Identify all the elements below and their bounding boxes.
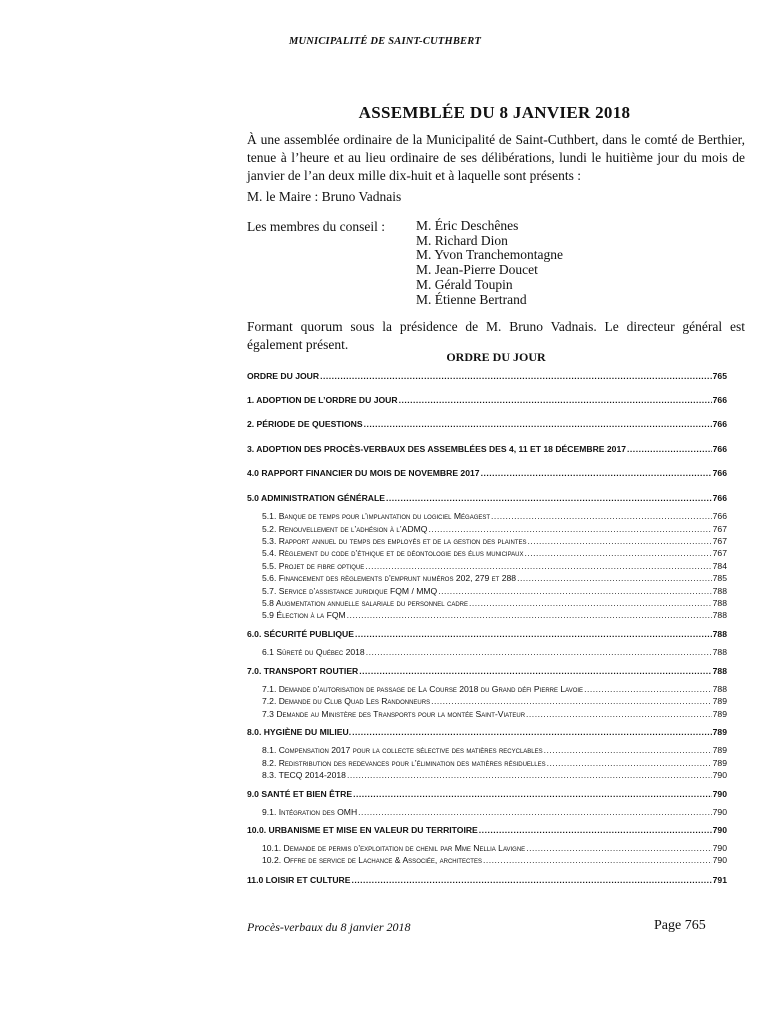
toc-subentry	[262, 709, 727, 719]
toc-entry	[247, 419, 727, 429]
document-header: MUNICIPALITÉ DE SAINT-CUTHBERT	[288, 36, 482, 47]
toc-entry-label: 5.8 Augmentation annuelle salariale du personnel cadre	[262, 598, 469, 608]
council-member: M. Richard Dion	[416, 232, 508, 248]
toc-subentry	[262, 573, 727, 583]
toc-entry-label: 5.7. Service d’assistance juridique FQM / MMQ	[262, 586, 438, 596]
toc-entry-label: 4.0 RAPPORT FINANCIER DU MOIS DE NOVEMBRE 2017	[247, 468, 480, 478]
footer-document-title: Procès-verbaux du 8 janvier 2018	[247, 920, 411, 934]
toc-entry	[247, 468, 727, 478]
toc-entry-page: 767	[712, 536, 727, 546]
council-member: M. Yvon Tranchemontagne	[416, 247, 564, 263]
toc-subentry	[262, 745, 727, 755]
toc-entry-label: 7.2. Demande du Club Quad Les Randonneurs	[262, 696, 431, 706]
toc-entry-page: 766	[712, 511, 727, 521]
toc-entry-label: 5.0 ADMINISTRATION GÉNÉRALE	[247, 493, 385, 503]
toc-subentry	[262, 598, 727, 608]
toc-entry	[247, 789, 727, 799]
toc-entry	[247, 493, 727, 503]
toc-entry-label: 1. ADOPTION DE L’ORDRE DU JOUR	[247, 395, 398, 405]
toc-entry-label: 7.3 Demande au Ministère des Transports pour la montée Saint-Viateur	[262, 709, 526, 719]
toc-subentry	[262, 758, 727, 768]
toc-entry-label: 5.3. Rapport annuel du temps des employés et de la gestion des plaintes	[262, 536, 527, 546]
toc-entry-page: 789	[712, 709, 727, 719]
toc-entry-label: 6.0. SÉCURITÉ PUBLIQUE	[247, 629, 354, 639]
toc-entry-page: 784	[712, 561, 727, 571]
toc-entry	[247, 727, 727, 737]
toc-entry-page: 766	[712, 444, 727, 454]
quorum-paragraph: Formant quorum sous la présidence de M. Bruno Vadnais. Le directeur général est également présent.	[247, 319, 745, 352]
toc-entry-page: 788	[712, 586, 727, 596]
toc-entry-page: 789	[712, 745, 727, 755]
toc-entry	[247, 875, 727, 885]
toc-subentry	[262, 548, 727, 558]
council-member: M. Jean-Pierre Doucet	[416, 262, 538, 278]
toc-entry	[247, 395, 727, 405]
toc-entry-page: 788	[712, 684, 727, 694]
toc-entry-label: 10.1. Demande de permis d’exploitation de chenil par Mme Nellia Lavigne	[262, 843, 526, 853]
toc-entry-label: 5.6. Financement des règlements d’emprunt numéros 202, 279 et 288	[262, 573, 517, 583]
toc-subentry	[262, 610, 727, 620]
toc-entry-label: 9.1. Intégration des OMH	[262, 807, 358, 817]
council-member: M. Gérald Toupin	[416, 276, 513, 292]
toc-entry-page: 765	[712, 371, 727, 381]
toc-subentry	[262, 855, 727, 865]
council-member: M. Étienne Bertrand	[416, 291, 527, 307]
council-label: Les membres du conseil :	[247, 219, 385, 234]
toc-subentry	[262, 586, 727, 596]
toc-subentry	[262, 561, 727, 571]
toc-entry-label: 8.1. Compensation 2017 pour la collecte sélective des matières recyclables	[262, 745, 543, 755]
agenda-heading: ORDRE DU JOUR	[446, 350, 546, 364]
toc-entry-label: 2. PÉRIODE DE QUESTIONS	[247, 419, 363, 429]
toc-subentry	[262, 647, 727, 657]
council-member: M. Éric Deschênes	[416, 218, 519, 233]
toc-subentry	[262, 536, 727, 546]
toc-entry-page: 790	[712, 825, 727, 835]
toc-entry-label: 5.2. Renouvellement de l’adhésion à l’ADMQ	[262, 524, 428, 534]
toc-subentry	[262, 843, 727, 853]
page-title: ASSEMBLÉE DU 8 JANVIER 2018	[358, 103, 631, 122]
toc-entry-label: 8.0. HYGIÈNE DU MILIEU.	[247, 727, 352, 737]
toc-entry-label: 11.0 LOISIR ET CULTURE	[247, 875, 351, 885]
toc-entry-page: 788	[712, 610, 727, 620]
toc-subentry	[262, 684, 727, 694]
toc-entry-label: 6.1 Sûreté du Québec 2018	[262, 647, 365, 657]
toc-entry	[247, 666, 727, 676]
toc-entry-page: 766	[712, 493, 727, 503]
toc-entry	[247, 444, 727, 454]
toc-entry-label: 7.0. TRANSPORT ROUTIER	[247, 666, 359, 676]
footer-page-number: Page 765	[654, 918, 706, 933]
toc-entry-page: 789	[712, 696, 727, 706]
toc-entry-page: 790	[712, 789, 727, 799]
toc-entry-page: 766	[712, 468, 727, 478]
toc-entry-page: 788	[712, 629, 727, 639]
toc-entry	[247, 825, 727, 835]
toc-entry-page: 766	[712, 419, 727, 429]
toc-entry-page: 788	[712, 598, 727, 608]
toc-entry-label: 5.1. Banque de temps pour l’implantation du logiciel Mégagest	[262, 511, 491, 521]
intro-paragraph: À une assemblée ordinaire de la Municipalité de Saint-Cuthbert, dans le comté de Berthier, tenue à l’heure et au lieu ordinaire de ses délibérations, lundi le huitième jour du mois de janvier de l’an deux mille dix-huit et à laquelle sont présents :	[247, 132, 745, 183]
toc-entry-label: 3. ADOPTION DES PROCÈS-VERBAUX DES ASSEMBLÉES DES 4, 11 ET 18 DÉCEMBRE 2017	[247, 444, 627, 454]
toc-entry-page: 788	[712, 647, 727, 657]
toc-entry	[247, 371, 727, 381]
toc-subentry	[262, 770, 727, 780]
toc-entry-label: 10.0. URBANISME ET MISE EN VALEUR DU TERRITOIRE	[247, 825, 478, 835]
toc-entry-page: 789	[712, 727, 727, 737]
toc-entry-page: 790	[712, 770, 727, 780]
toc-entry-label: 10.2. Offre de service de Lachance & Associée, architectes	[262, 855, 482, 865]
toc-entry-page: 767	[712, 548, 727, 558]
toc-entry-page: 766	[712, 395, 727, 405]
toc-entry	[247, 629, 727, 639]
toc-entry-page: 785	[712, 573, 727, 583]
toc-entry-page: 789	[712, 758, 727, 768]
toc-subentry	[262, 524, 727, 534]
toc-entry-label: 8.3. TECQ 2014-2018	[262, 770, 346, 780]
toc-entry-label: ORDRE DU JOUR	[247, 371, 320, 381]
toc-entry-page: 790	[712, 855, 727, 865]
mayor-line: M. le Maire : Bruno Vadnais	[247, 189, 402, 204]
toc-entry-page: 767	[712, 524, 727, 534]
toc-entry-label: 7.1. Demande d’autorisation de passage de La Course 2018 du Grand défi Pierre Lavoie	[262, 684, 584, 694]
council-members	[416, 219, 563, 307]
toc-entry-label: 9.0 SANTÉ ET BIEN ÊTRE	[247, 789, 353, 799]
toc-entry-page: 791	[712, 875, 727, 885]
toc-entry-label: 5.9 Élection à la FQM	[262, 610, 346, 620]
toc-entry-label: 5.4. Règlement du code d’éthique et de déontologie des élus municipaux	[262, 548, 524, 558]
toc-subentry	[262, 511, 727, 521]
toc-entry-page: 790	[712, 807, 727, 817]
toc-subentry	[262, 807, 727, 817]
toc-subentry	[262, 696, 727, 706]
toc-entry-page: 790	[712, 843, 727, 853]
toc-entry-page: 788	[712, 666, 727, 676]
toc-entry-label: 8.2. Redistribution des redevances pour l’élimination des matières résiduelles	[262, 758, 546, 768]
toc-entry-label: 5.5. Projet de fibre optique	[262, 561, 365, 571]
